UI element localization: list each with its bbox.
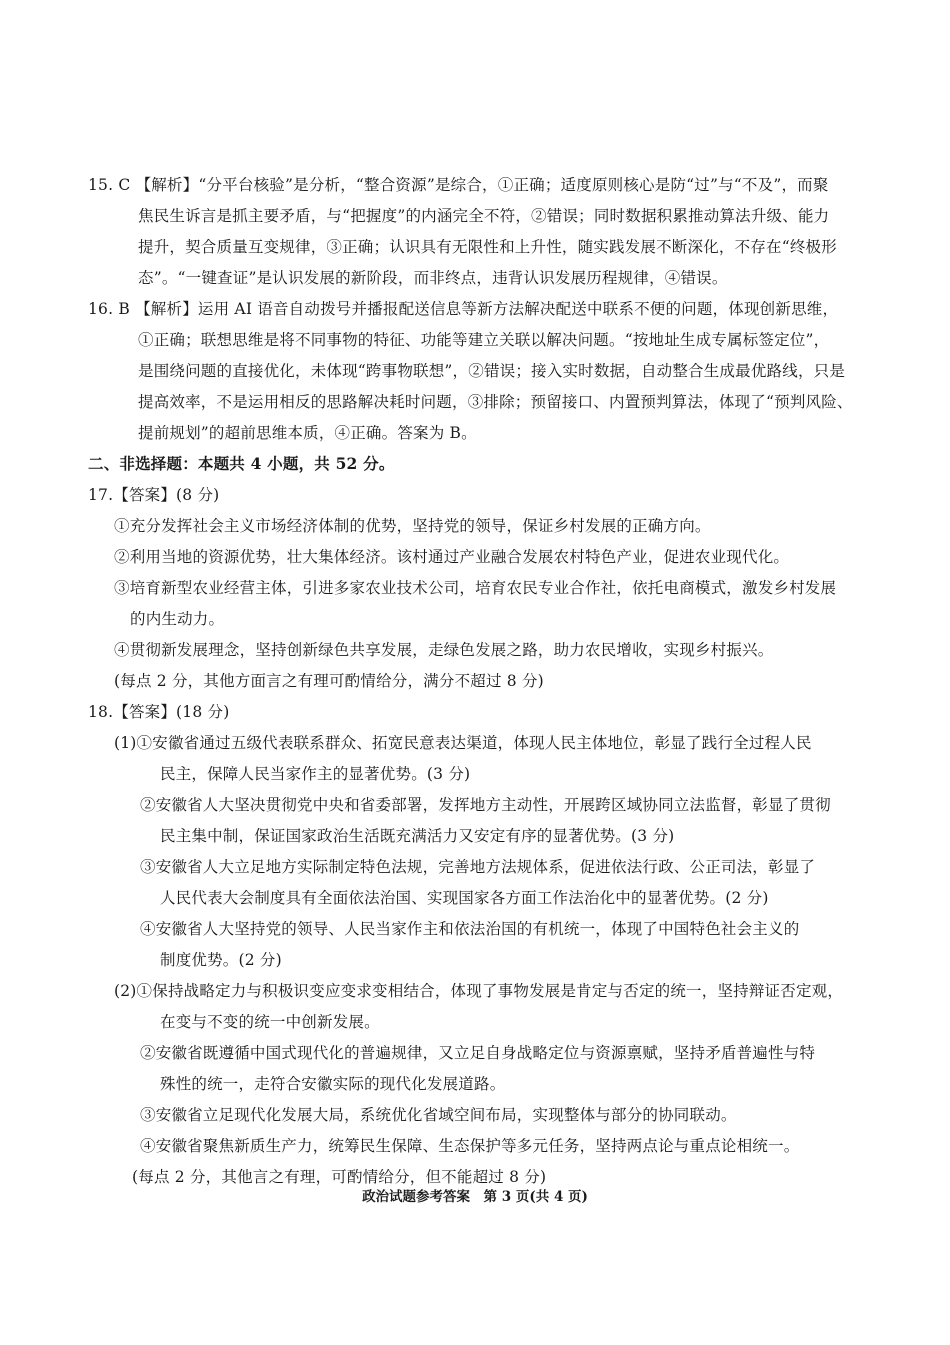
q18-line-7: ④安徽省人大坚持党的领导、人民当家作主和依法治国的有机统一，体现了中国特色社会主义的 xyxy=(140,920,800,938)
q17-header: 17.【答案】(8 分) xyxy=(88,486,220,504)
q16-line-1: 16. B 【解析】运用 AI 语音自动拨号并播报配送信息等新方法解决配送中联系不便的问题，体现创新思维， xyxy=(88,300,839,318)
page-footer: 政治试题参考答案 第 3 页(共 4 页) xyxy=(362,1189,588,1205)
q18-line-11: ②安徽省既遵循中国式现代化的普遍规律，又立足自身战略定位与资源禀赋，坚持矛盾普遍性与特 xyxy=(140,1044,816,1062)
q18-line-13: ③安徽省立足现代化发展大局，系统优化省域空间布局，实现整体与部分的协同联动。 xyxy=(140,1106,737,1124)
q17-line-2: ②利用当地的资源优势，壮大集体经济。该村通过产业融合发展农村特色产业，促进农业现代化。 xyxy=(114,548,790,566)
q18-line-2: 民主，保障人民当家作主的显著优势。(3 分) xyxy=(160,765,471,783)
q18-line-1: (1)①安徽省通过五级代表联系群众、拓宽民意表达渠道，体现人民主体地位，彰显了践行全过程人民 xyxy=(114,734,812,752)
q18-header: 18.【答案】(18 分) xyxy=(88,703,230,721)
q18-line-4: 民主集中制，保证国家政治生活既充满活力又安定有序的显著优势。(3 分) xyxy=(160,827,675,845)
q18-line-10: 在变与不变的统一中创新发展。 xyxy=(160,1013,380,1031)
section-title: 二、非选择题：本题共 4 小题，共 52 分。 xyxy=(88,454,395,473)
q18-line-12: 殊性的统一，走符合安徽实际的现代化发展道路。 xyxy=(160,1075,506,1093)
q15-line-4: 态”。“一键查证”是认识发展的新阶段，而非终点，违背认识发展历程规律，④错误。 xyxy=(138,269,728,287)
q17-line-4: 的内生动力。 xyxy=(130,610,225,628)
q17-line-1: ①充分发挥社会主义市场经济体制的优势，坚持党的领导，保证乡村发展的正确方向。 xyxy=(114,517,711,535)
q17-scoring-note: (每点 2 分，其他方面言之有理可酌情给分，满分不超过 8 分) xyxy=(114,672,544,690)
q15-line-3: 提升，契合质量互变规律，③正确；认识具有无限性和上升性，随实践发展不断深化，不存在“终极形 xyxy=(138,238,837,256)
q17-line-5: ④贯彻新发展理念，坚持创新绿色共享发展，走绿色发展之路，助力农民增收，实现乡村振兴。 xyxy=(114,641,774,659)
q15-line-2: 焦民生诉言是抓主要矛盾，与“把握度”的内涵完全不符，②错误；同时数据积累推动算法升级、能力 xyxy=(138,207,830,225)
q16-line-4: 提高效率，不是运用相反的思路解决耗时问题，③排除；预留接口、内置预判算法，体现了“预判风险、 xyxy=(138,393,853,411)
q18-line-6: 人民代表大会制度具有全面依法治国、实现国家各方面工作法治化中的显著优势。(2 分) xyxy=(160,889,769,907)
q18-line-3: ②安徽省人大坚决贯彻党中央和省委部署，发挥地方主动性，开展跨区域协同立法监督，彰显了贯彻 xyxy=(140,796,831,814)
q16-line-2: ①正确；联想思维是将不同事物的特征、功能等建立关联以解决问题。“按地址生成专属标签定位”， xyxy=(138,331,830,349)
q18-scoring-note: (每点 2 分，其他言之有理，可酌情给分，但不能超过 8 分) xyxy=(132,1168,547,1186)
q18-line-9: (2)①保持战略定力与积极识变应变求变相结合，体现了事物发展是肯定与否定的统一，坚持辩证否定观， xyxy=(114,982,844,1000)
q16-line-5: 提前规划”的超前思维本质，④正确。答案为 B。 xyxy=(138,424,477,442)
q16-line-3: 是围绕问题的直接优化，未体现“跨事物联想”，②错误；接入实时数据，自动整合生成最优路线，只是 xyxy=(138,362,846,380)
q18-line-8: 制度优势。(2 分) xyxy=(160,951,282,969)
q15-line-1: 15. C 【解析】“分平台核验”是分析，“整合资源”是综合，①正确；适度原则核心是防“过”与“不及”，而聚 xyxy=(88,176,829,194)
q17-line-3: ③培育新型农业经营主体，引进多家农业技术公司，培育农民专业合作社，依托电商模式，激发乡村发展 xyxy=(114,579,837,597)
q18-line-5: ③安徽省人大立足地方实际制定特色法规，完善地方法规体系，促进依法行政、公正司法，彰显了 xyxy=(140,858,816,876)
q18-line-14: ④安徽省聚焦新质生产力，统筹民生保障、生态保护等多元任务，坚持两点论与重点论相统一。 xyxy=(140,1137,800,1155)
